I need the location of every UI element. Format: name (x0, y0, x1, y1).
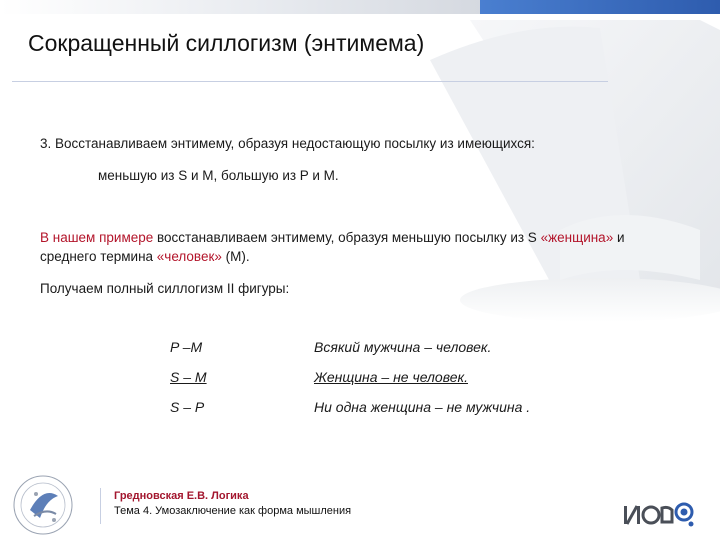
title-divider (12, 81, 608, 82)
example-text-1: восстанавливаем энтимему, образуя меньшую посылку из S (153, 230, 541, 245)
example-text-2: и среднего термина (40, 230, 625, 264)
example-paragraph (40, 228, 660, 266)
footer-author: Гредновская Е.В. Логика (114, 490, 249, 502)
footer-topic: Тема 4. Умозаключение как форма мышления (114, 505, 352, 517)
premises-text: меньшую из S и M, большую из P и M. (98, 168, 339, 183)
iodo-logo (622, 494, 694, 530)
statement-conclusion: Ни одна женщина – не мужчина . (314, 399, 531, 415)
statement-minor: Женщина – не человек. (314, 369, 468, 385)
result-text: Получаем полный силлогизм II фигуры: (40, 281, 290, 296)
footer-divider (100, 488, 101, 524)
slide-title: Сокращенный силлогизм (энтимема) (28, 30, 425, 56)
statement-major: Всякий мужчина – человек. (314, 339, 492, 355)
example-lead: В нашем примере (40, 230, 154, 245)
step-text: 3. Восстанавливаем энтимему, образуя недостающую посылку из имеющихся: (40, 136, 535, 151)
term-woman: «женщина» (540, 230, 614, 245)
formula-minor: S – M (170, 369, 207, 385)
university-emblem (12, 474, 74, 536)
formula-major: P –M (170, 339, 203, 355)
top-accent-bar (0, 0, 480, 14)
top-brand-bar (480, 0, 720, 14)
example-text-3: (М). (221, 249, 250, 264)
term-human: «человек» (156, 249, 222, 264)
formula-conclusion: S – P (170, 399, 205, 415)
